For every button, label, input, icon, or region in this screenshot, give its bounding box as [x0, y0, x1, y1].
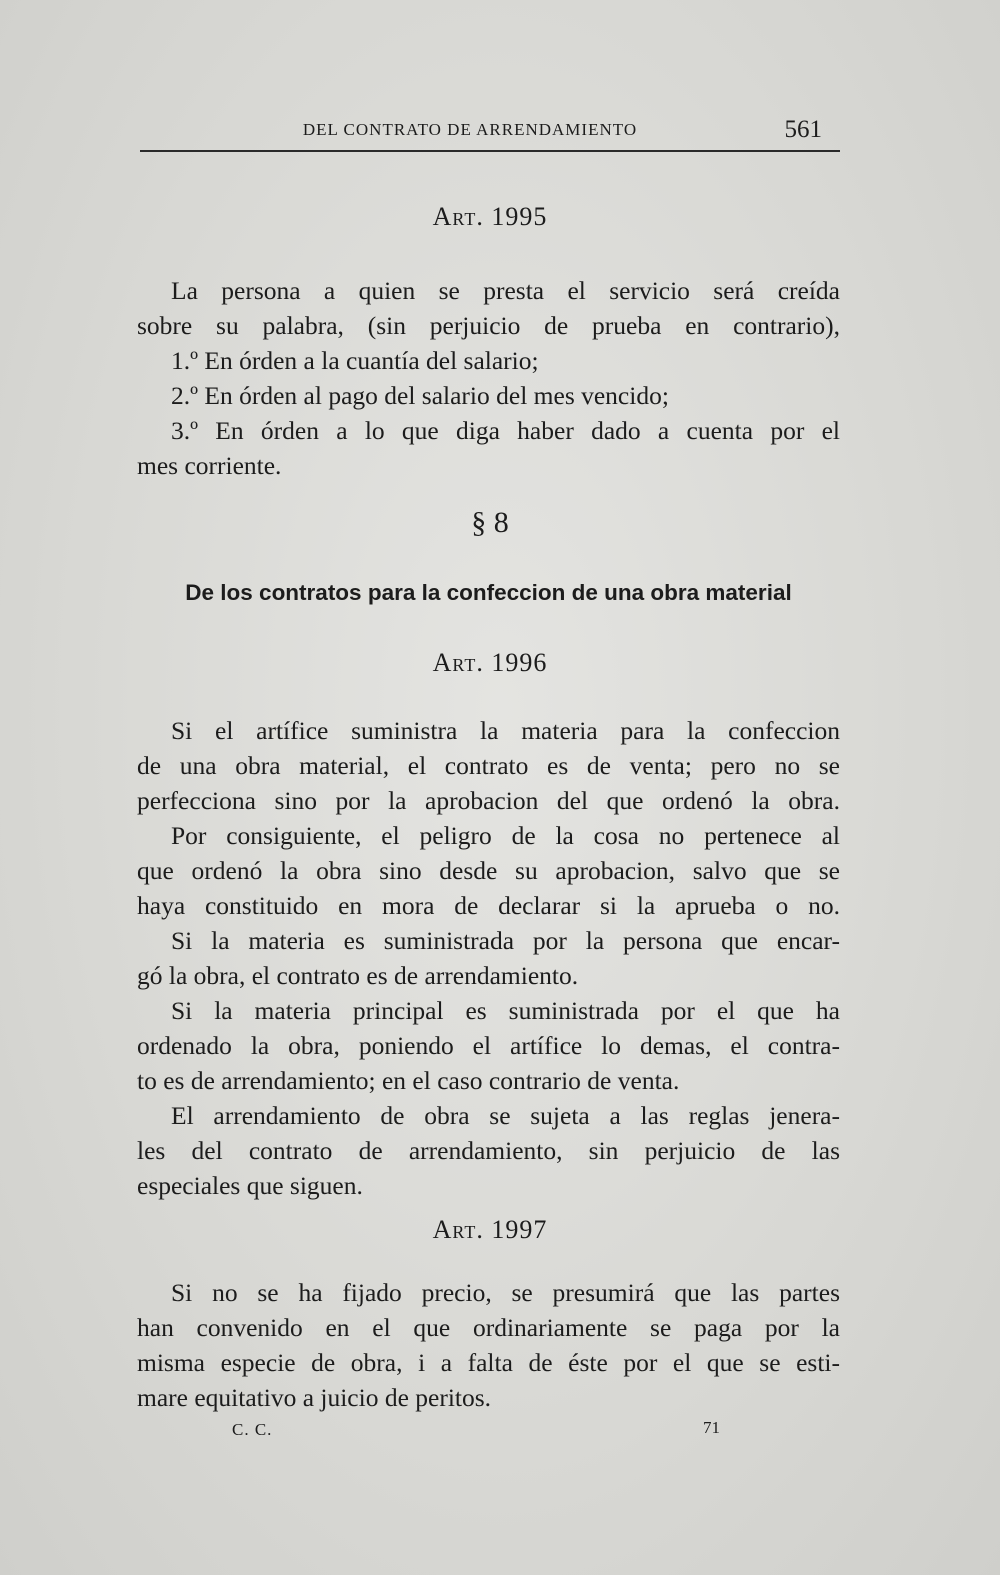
- article-label: Art.: [432, 648, 484, 677]
- article-number: 1997: [491, 1215, 548, 1244]
- signature-number: 71: [703, 1418, 720, 1437]
- section-mark: § 8: [471, 506, 509, 539]
- text-line: sobre su palabra, (sin perjuicio de prueba en contrario),: [137, 311, 840, 340]
- text-line: Si la materia es suministrada por la persona que encar-: [171, 926, 840, 955]
- article-heading-1995: [140, 202, 840, 232]
- article-number: 1996: [491, 648, 548, 677]
- text-line: 3.º En órden a lo que diga haber dado a cuenta por el: [171, 416, 840, 445]
- article-1995-text: [137, 273, 840, 483]
- article-1996-text: [137, 713, 840, 1203]
- article-heading-1997: [140, 1215, 840, 1245]
- article-label: Art.: [432, 1215, 484, 1244]
- text-line: haya constituido en mora de declarar si la aprueba o no.: [137, 891, 840, 920]
- text-line: Si la materia principal es suministrada por el que ha: [171, 996, 840, 1025]
- text-line: que ordenó la obra sino desde su aprobacion, salvo que se: [137, 856, 840, 885]
- text-line: han convenido en el que ordinariamente se paga por la: [137, 1313, 840, 1342]
- article-1997-text: [137, 1275, 840, 1415]
- text-line: les del contrato de arrendamiento, sin perjuicio de las: [137, 1136, 840, 1165]
- article-number: 1995: [491, 202, 548, 231]
- text-line: El arrendamiento de obra se sujeta a las reglas jenera-: [171, 1101, 840, 1130]
- text-line: La persona a quien se presta el servicio será creída: [171, 276, 840, 305]
- text-line: Por consiguiente, el peligro de la cosa no pertenece al: [171, 821, 840, 850]
- text-line: de una obra material, el contrato es de venta; pero no se: [137, 751, 840, 780]
- text-line: especiales que siguen.: [137, 1171, 363, 1200]
- text-line: Si no se ha fijado precio, se presumirá que las partes: [171, 1278, 840, 1307]
- text-line: misma especie de obra, i a falta de éste por el que se esti-: [137, 1348, 840, 1377]
- text-line: Si el artífice suministra la materia para la confeccion: [171, 716, 840, 745]
- text-line: to es de arrendamiento; en el caso contrario de venta.: [137, 1066, 680, 1095]
- page-number: 561: [784, 116, 822, 143]
- running-title: DEL CONTRATO DE ARRENDAMIENTO: [302, 120, 638, 139]
- text-line: 2.º En órden al pago del salario del mes vencido;: [171, 381, 669, 410]
- running-header: [140, 114, 840, 152]
- text-line: gó la obra, el contrato es de arrendamiento.: [137, 961, 579, 990]
- text-line: 1.º En órden a la cuantía del salario;: [171, 346, 539, 375]
- section-title: De los contratos para la confeccion de una obra material: [185, 580, 792, 605]
- article-label: Art.: [432, 202, 484, 231]
- text-line: mare equitativo a juicio de peritos.: [137, 1383, 492, 1412]
- text-line: ordenado la obra, poniendo el artífice lo demas, el contra-: [137, 1031, 840, 1060]
- text-line: mes corriente.: [137, 451, 282, 480]
- text-line: perfecciona sino por la aprobacion del que ordenó la obra.: [137, 786, 840, 815]
- article-heading-1996: [140, 648, 840, 678]
- signature-mark: C. C.: [232, 1420, 273, 1439]
